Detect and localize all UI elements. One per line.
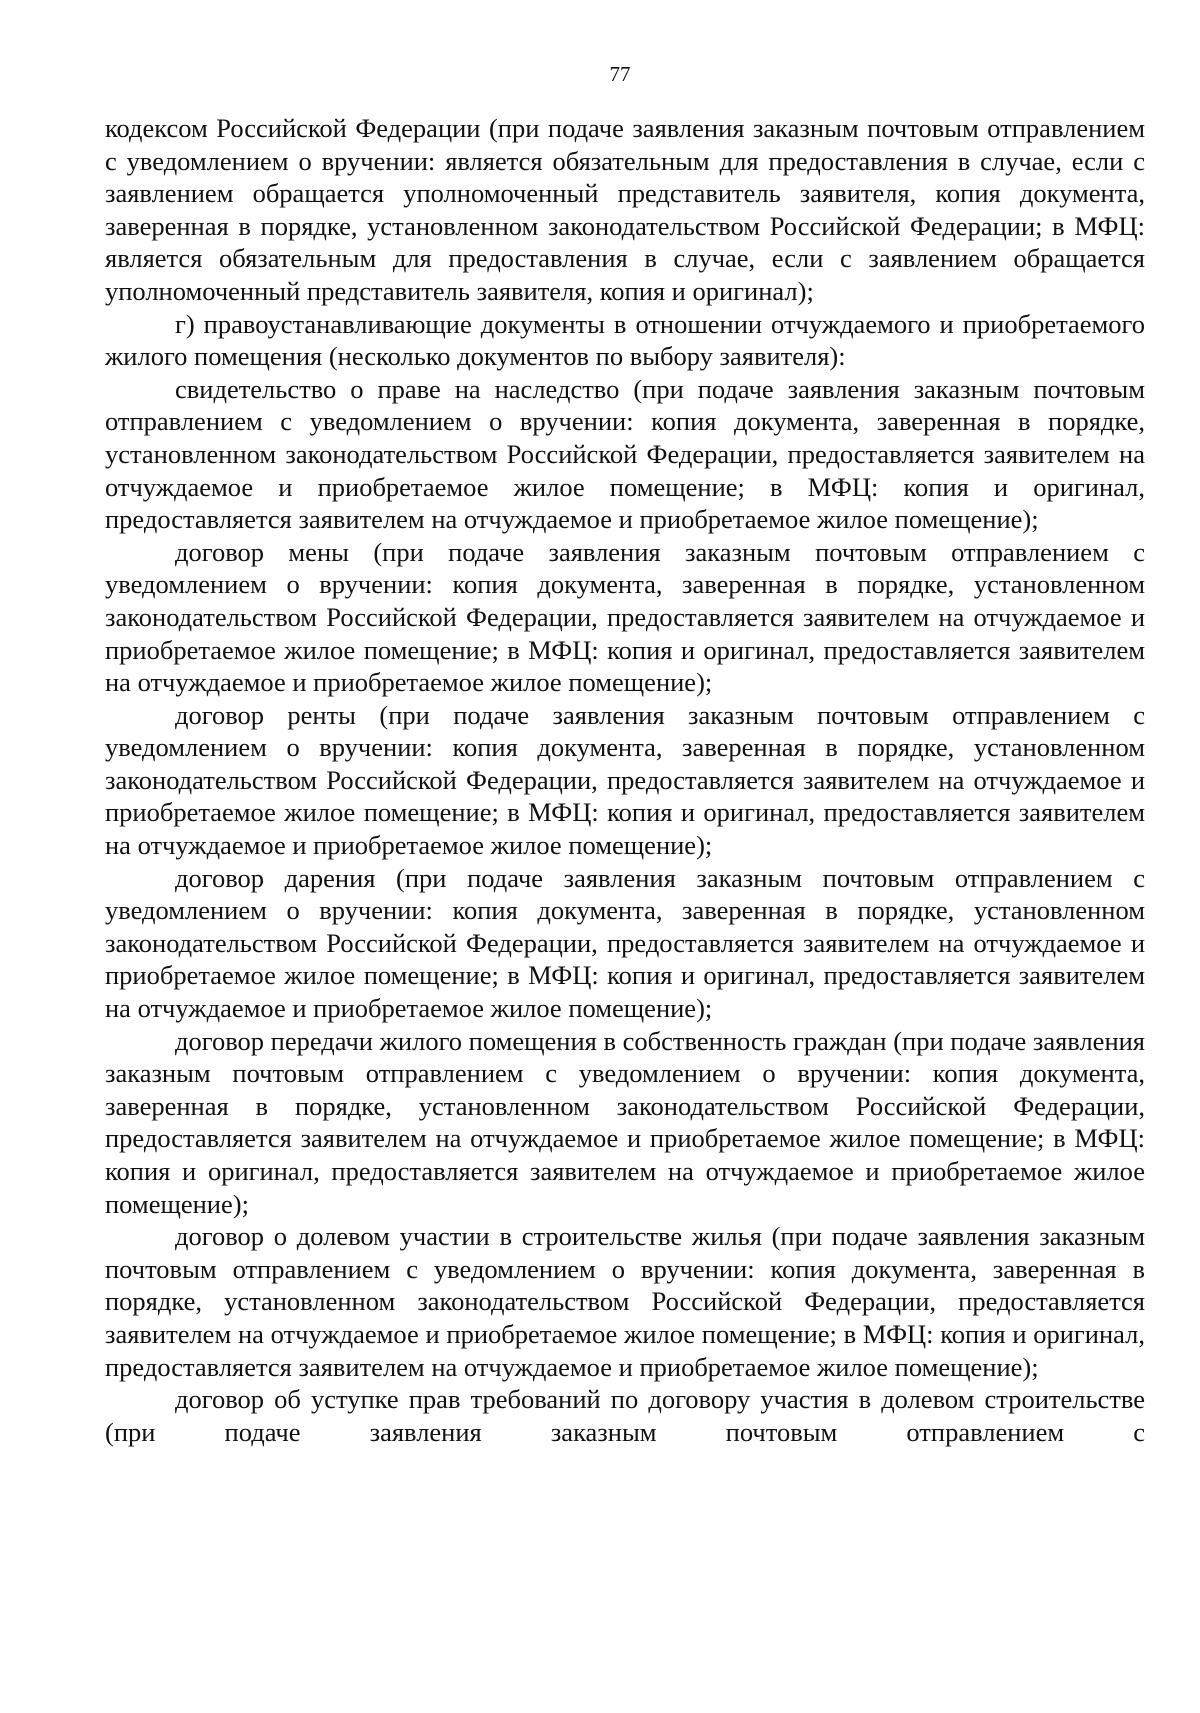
paragraph-continuation: кодексом Российской Федерации (при подаче заявления заказным почтовым отправлением с уведомлением о вручении: является обязательным для предоставления в случае, если с заявлением обращается уполномоченный представитель заявителя, копия документа, заверенная в порядке, установленном законодательством Российской Федерации; в МФЦ: является обязательным для предоставления в случае, если с заявлением обращается уполномоченный представитель заявителя, копия и оригинал); xyxy=(105,113,1145,306)
paragraph-item-g: г) правоустанавливающие документы в отношении отчуждаемого и приобретаемого жилого помещения (несколько документов по выбору заявителя): xyxy=(105,308,1145,372)
paragraph-assignment-contract: договор об уступке прав требований по договору участия в долевом строительстве (при подаче заявления заказным почтовым отправлением с xyxy=(105,1384,1145,1447)
paragraph-rent-contract: договор ренты (при подаче заявления заказным почтовым отправлением с уведомлением о вручении: копия документа, заверенная в порядке, установленном законодательством Российской Федерации, предоставляется заявителем на отчуждаемое и приобретаемое жилое помещение; в МФЦ: копия и оригинал, предоставляется заявителем на отчуждаемое и приобретаемое жилое помещение); xyxy=(105,699,1145,861)
paragraph-inheritance-certificate: свидетельство о праве на наследство (при подаче заявления заказным почтовым отправлением с уведомлением о вручении: копия документа, заверенная в порядке, установленном законодательством Российской Федерации, предоставляется заявителем на отчуждаемое и приобретаемое жилое помещение; в МФЦ: копия и оригинал, предоставляется заявителем на отчуждаемое и приобретаемое жилое помещение); xyxy=(105,373,1145,535)
paragraph-gift-contract: договор дарения (при подаче заявления заказным почтовым отправлением с уведомлением о вручении: копия документа, заверенная в порядке, установленном законодательством Российской Федерации, предоставляется заявителем на отчуждаемое и приобретаемое жилое помещение; в МФЦ: копия и оригинал, предоставляется заявителем на отчуждаемое и приобретаемое жилое помещение); xyxy=(105,862,1145,1024)
page-number: 77 xyxy=(609,62,631,86)
paragraph-exchange-contract: договор мены (при подаче заявления заказным почтовым отправлением с уведомлением о вручении: копия документа, заверенная в порядке, установленном законодательством Российской Федерации, предоставляется заявителем на отчуждаемое и приобретаемое жилое помещение; в МФЦ: копия и оригинал, предоставляется заявителем на отчуждаемое и приобретаемое жилое помещение); xyxy=(105,536,1145,698)
document-body xyxy=(105,112,1145,1448)
paragraph-privatization-contract: договор передачи жилого помещения в собственность граждан (при подаче заявления заказным почтовым отправлением с уведомлением о вручении: копия документа, заверенная в порядке, установленном законодательством Российской Федерации, предоставляется заявителем на отчуждаемое и приобретаемое жилое помещение; в МФЦ: копия и оригинал, предоставляется заявителем на отчуждаемое и приобретаемое жилое помещение); xyxy=(105,1025,1145,1219)
paragraph-shared-construction-contract: договор о долевом участии в строительстве жилья (при подаче заявления заказным почтовым отправлением с уведомлением о вручении: копия документа, заверенная в порядке, установленном законодательством Российской Федерации, предоставляется заявителем на отчуждаемое и приобретаемое жилое помещение; в МФЦ: копия и оригинал, предоставляется заявителем на отчуждаемое и приобретаемое жилое помещение); xyxy=(105,1221,1145,1382)
